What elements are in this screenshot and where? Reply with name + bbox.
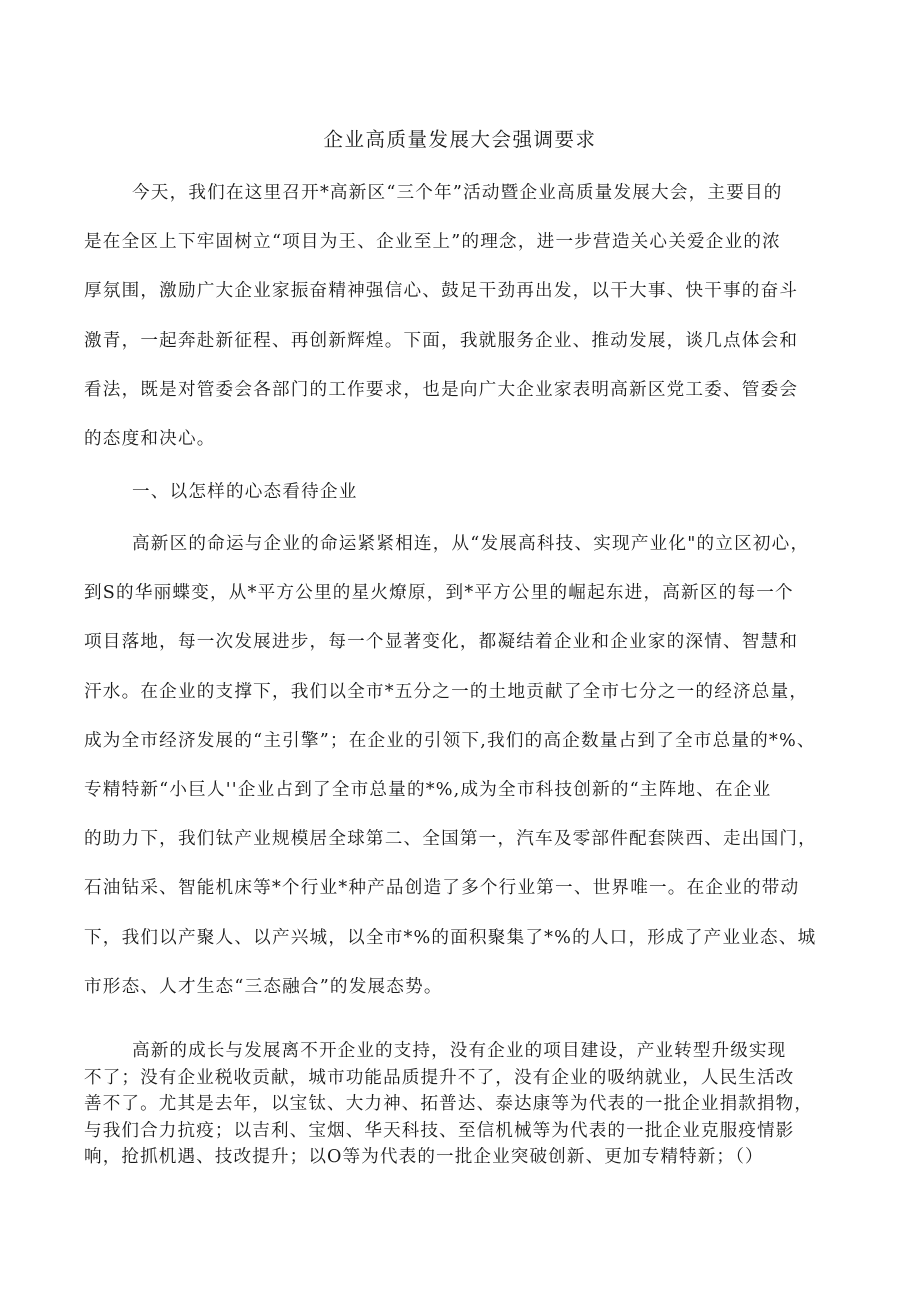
text-line: 专精特新“小巨人''企业占到了全市总量的*%,成为全市科技创新的“主阵地、在企业 xyxy=(84,780,772,801)
intro-paragraph xyxy=(84,169,838,464)
text-line: 是在全区上下牢固树立“项目为王、企业至上”的理念，进一步营造关心关爱企业的浓 xyxy=(84,232,781,253)
text-line: 石油钻采、智能机床等*个行业*种产品创造了多个行业第一、世界唯一。在企业的带动 xyxy=(84,878,800,899)
text-line: 市形态、人才生态“三态融合”的发展态势。 xyxy=(84,976,443,997)
text-line: 到S的华丽蝶变，从*平方公里的星火燎原，到*平方公里的崛起东进，高新区的每一个 xyxy=(84,583,794,604)
text-line: 下，我们以产聚人、以产兴城，以全市*%的面积聚集了*%的人口，形成了产业业态、城 xyxy=(84,927,817,948)
section-heading-text: 一、以怎样的心态看待企业 xyxy=(132,482,358,502)
text-line: 高新区的命运与企业的命运紧紧相连，从“发展高科技、实现产业化"的立区初心， xyxy=(132,534,810,554)
text-line: 激青，一起奔赴新征程、再创新辉煌。下面，我就服务企业、推动发展，谈几点体会和 xyxy=(84,330,799,351)
text-line: 善不了。尤其是去年，以宝钛、大力神、拓普达、泰达康等为代表的一批企业捐款捐物， xyxy=(84,1094,814,1115)
text-line: 项目落地，每一次发展进步，每一个显著变化，都凝结着企业和企业家的深情、智慧和 xyxy=(84,632,799,653)
text-line: 今天，我们在这里召开*高新区“三个年”活动暨企业高质量发展大会，主要目的 xyxy=(132,183,783,203)
body-paragraph-1 xyxy=(84,520,838,1012)
document-title: 企业高质量发展大会强调要求 xyxy=(323,128,597,151)
body-paragraph-2 xyxy=(84,1038,838,1171)
text-line: 的态度和决心。 xyxy=(84,429,216,450)
text-line: 汗水。在企业的支撑下，我们以全市*五分之一的土地贡献了全市七分之一的经济总量， xyxy=(84,681,809,702)
text-line: 厚氛围，激励广大企业家振奋精神强信心、鼓足干劲再出发，以干大事、快干事的奋斗 xyxy=(84,281,799,302)
text-line: 响，抢抓机遇、技改提升；以O等为代表的一批企业突破创新、更加专精特新；（） xyxy=(84,1147,764,1168)
text-line: 不了；没有企业税收贡献，城市功能品质提升不了，没有企业的吸纳就业，人民生活改 xyxy=(84,1067,795,1088)
text-line: 与我们合力抗疫；以吉利、宝烟、华天科技、至信机械等为代表的一批企业克服疫情影 xyxy=(84,1120,795,1141)
text-line: 高新的成长与发展离不开企业的支持，没有企业的项目建设，产业转型升级实现 xyxy=(132,1041,787,1061)
text-line: 的助力下，我们钛产业规模居全球第二、全国第一，汽车及零部件配套陕西、走出国门， xyxy=(84,829,817,850)
text-line: 成为全市经济发展的“主引擎”；在企业的引领下,我们的高企数量占到了全市总量的*%、 xyxy=(84,730,816,751)
section-heading-1 xyxy=(84,468,838,517)
text-line: 看法，既是对管委会各部门的工作要求，也是向广大企业家表明高新区党工委、管委会 xyxy=(84,379,799,400)
